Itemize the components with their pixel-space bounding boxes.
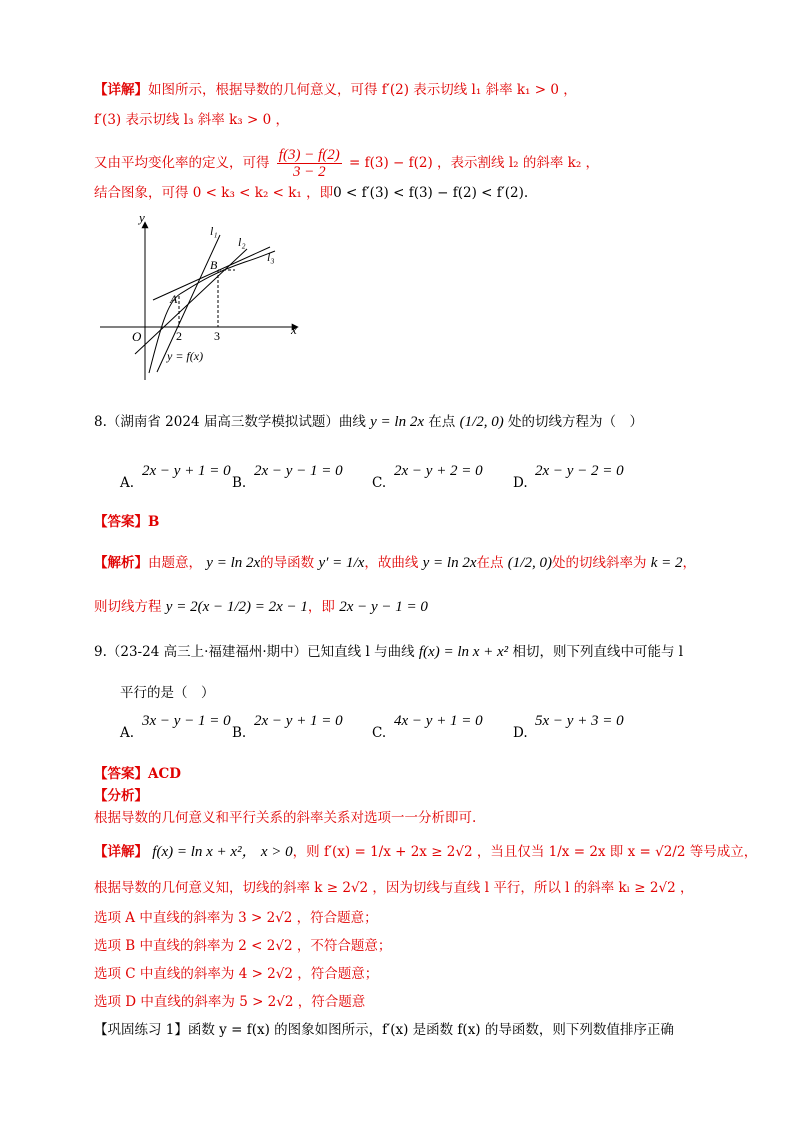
q9-detail-1b: x > 0 bbox=[260, 844, 293, 860]
q8-sol-1k: ， bbox=[682, 555, 697, 571]
q8-sol-1c: 的导函数 bbox=[260, 555, 315, 571]
q8-stem bbox=[94, 412, 643, 432]
fraction-numerator: f(3) − f(2) bbox=[278, 147, 340, 163]
q9-detail-tag: 【详解】 bbox=[94, 844, 148, 860]
q8-curve: y = ln 2x bbox=[370, 414, 424, 430]
detail-text-4a: 结合图象，可得 0 < k₃ < k₂ < k₁ ，即 bbox=[94, 185, 334, 201]
q8-sol-1a: 由题意， bbox=[148, 555, 202, 571]
q8-solution-line-1 bbox=[94, 553, 696, 573]
q8-solution-line-2 bbox=[94, 597, 428, 617]
label-origin: O bbox=[132, 329, 142, 344]
q8-sol-1e: ，故曲线 bbox=[364, 555, 419, 571]
q8-option-c-eq: 2x − y + 2 = 0 bbox=[394, 463, 483, 479]
q9-detail-1a: f(x) = ln x + x²， bbox=[152, 844, 257, 860]
q8-option-d-eq: 2x − y − 2 = 0 bbox=[535, 463, 624, 479]
q9-option-c-label: C. bbox=[372, 725, 387, 741]
q9-option-b-eq: 2x − y + 1 = 0 bbox=[254, 713, 343, 729]
q9-detail-line-3: 选项 A 中直线的斜率为 3 > 2√2 ，符合题意； bbox=[94, 910, 378, 926]
q9-stem-line-2: 平行的是（ ） bbox=[120, 685, 215, 701]
detail-text-1: 如图所示，根据导数的几何意义，可得 f′(2) 表示切线 l₁ 斜率 k₁ > 0 ， bbox=[148, 82, 577, 98]
detail-line-3 bbox=[94, 147, 599, 180]
q8-answer: 【答案】B bbox=[94, 514, 160, 530]
q9-detail-line-6: 选项 D 中直线的斜率为 5 > 2√2 ，符合题意 bbox=[94, 994, 366, 1010]
q8-sol-1j: k = 2 bbox=[650, 555, 683, 571]
label-l1: l₁ bbox=[210, 224, 218, 238]
q9-analysis: 根据导数的几何意义和平行关系的斜率关系对选项一一分析即可. bbox=[94, 810, 477, 826]
q9-option-d-eq: 5x − y + 3 = 0 bbox=[535, 713, 624, 729]
detail-tag: 【详解】 bbox=[94, 82, 148, 98]
q9-stem-a: 9.（23-24 高三上·福建福州·期中）已知直线 l 与曲线 bbox=[94, 644, 415, 660]
q8-solution-tag: 【解析】 bbox=[94, 555, 148, 571]
q8-point: (1/2, 0) bbox=[459, 414, 504, 430]
detail-line-4 bbox=[94, 183, 528, 203]
q8-stem-b: 在点 bbox=[428, 414, 456, 430]
label-y: y bbox=[139, 210, 145, 225]
q8-stem-c: 处的切线方程为（ ） bbox=[508, 414, 644, 430]
fraction-denominator: 3 − 2 bbox=[292, 164, 326, 180]
q9-detail-1c: ，则 f′(x) = 1/x + 2x ≥ 2√2 ，当且仅当 1/x = 2x 即 x = √2/2 等号成立， bbox=[292, 844, 758, 860]
detail-text-3b: = f(3) − f(2) ，表示割线 l₂ 的斜率 k₂ ， bbox=[349, 155, 600, 171]
q8-sol-1g: 在点 bbox=[476, 555, 504, 571]
practice-line bbox=[94, 1020, 674, 1040]
q9-option-a-label: A. bbox=[120, 725, 135, 741]
label-x: x bbox=[291, 322, 297, 337]
q8-sol-1b: y = ln 2x bbox=[206, 555, 261, 571]
q8-option-c-label: C. bbox=[372, 475, 387, 491]
q8-sol-2c: ，即 bbox=[307, 599, 335, 615]
label-l3: l₃ bbox=[267, 250, 275, 264]
label-B: B bbox=[210, 258, 218, 272]
label-fx: y = f(x) bbox=[167, 349, 204, 363]
q8-option-a-eq: 2x − y + 1 = 0 bbox=[142, 463, 231, 479]
q9-detail-line-5: 选项 C 中直线的斜率为 4 > 2√2 ，符合题意； bbox=[94, 966, 379, 982]
detail-text-4b: 0 < f′(3) < f(3) − f(2) < f′(2). bbox=[333, 185, 529, 201]
q9-answer: 【答案】ACD bbox=[94, 766, 181, 782]
q9-detail-line-1 bbox=[94, 842, 757, 862]
q8-sol-1i: 处的切线斜率为 bbox=[551, 555, 647, 571]
q8-sol-2a: 则切线方程 bbox=[94, 599, 162, 615]
q9-option-b-label: B. bbox=[232, 725, 247, 741]
q8-option-b-eq: 2x − y − 1 = 0 bbox=[254, 463, 343, 479]
q9-detail-line-2: 根据导数的几何意义知，切线的斜率 k ≥ 2√2 ，因为切线与直线 l 平行，所以 l 的斜率 kₗ ≥ 2√2 ， bbox=[94, 880, 694, 896]
q9-option-c-eq: 4x − y + 1 = 0 bbox=[394, 713, 483, 729]
q9-option-d-label: D. bbox=[513, 725, 528, 741]
practice-tag: 【巩固练习 1】 bbox=[94, 1022, 188, 1038]
avg-rate-fraction bbox=[277, 147, 342, 180]
q8-sol-2b: y = 2(x − 1/2) = 2x − 1 bbox=[165, 599, 308, 615]
q8-option-b-label: B. bbox=[232, 475, 247, 491]
q9-stem-b: 相切，则下列直线中可能与 l bbox=[512, 644, 684, 660]
q8-stem-a: 8.（湖南省 2024 届高三数学模拟试题）曲线 bbox=[94, 414, 366, 430]
detail-text-3a: 又由平均变化率的定义，可得 bbox=[94, 155, 270, 171]
label-l2: l₂ bbox=[238, 235, 246, 249]
q8-option-a-label: A. bbox=[120, 475, 135, 491]
detail-line-1 bbox=[94, 80, 577, 100]
detail-line-2: f′(3) 表示切线 l₃ 斜率 k₃ > 0 ， bbox=[94, 112, 289, 128]
tangent-graph bbox=[95, 210, 310, 385]
q9-detail-line-4: 选项 B 中直线的斜率为 2 < 2√2 ，不符合题意； bbox=[94, 938, 392, 954]
q8-sol-1f: y = ln 2x bbox=[422, 555, 477, 571]
q9-curve: f(x) = ln x + x² bbox=[418, 644, 509, 660]
q8-sol-2d: 2x − y − 1 = 0 bbox=[339, 599, 428, 615]
q9-option-a-eq: 3x − y − 1 = 0 bbox=[142, 713, 231, 729]
label-A: A bbox=[170, 292, 178, 306]
q9-stem-line-1 bbox=[94, 642, 683, 662]
q8-sol-1d: y′ = 1/x bbox=[318, 555, 365, 571]
tick-3: 3 bbox=[214, 329, 220, 343]
q9-analysis-tag: 【分析】 bbox=[94, 788, 148, 804]
q8-option-d-label: D. bbox=[513, 475, 528, 491]
practice-text: 函数 y = f(x) 的图象如图所示，f′(x) 是函数 f(x) 的导函数，则下列数值排序正确 bbox=[187, 1022, 674, 1038]
q8-sol-1h: (1/2, 0) bbox=[507, 555, 552, 571]
tick-2: 2 bbox=[176, 329, 182, 343]
